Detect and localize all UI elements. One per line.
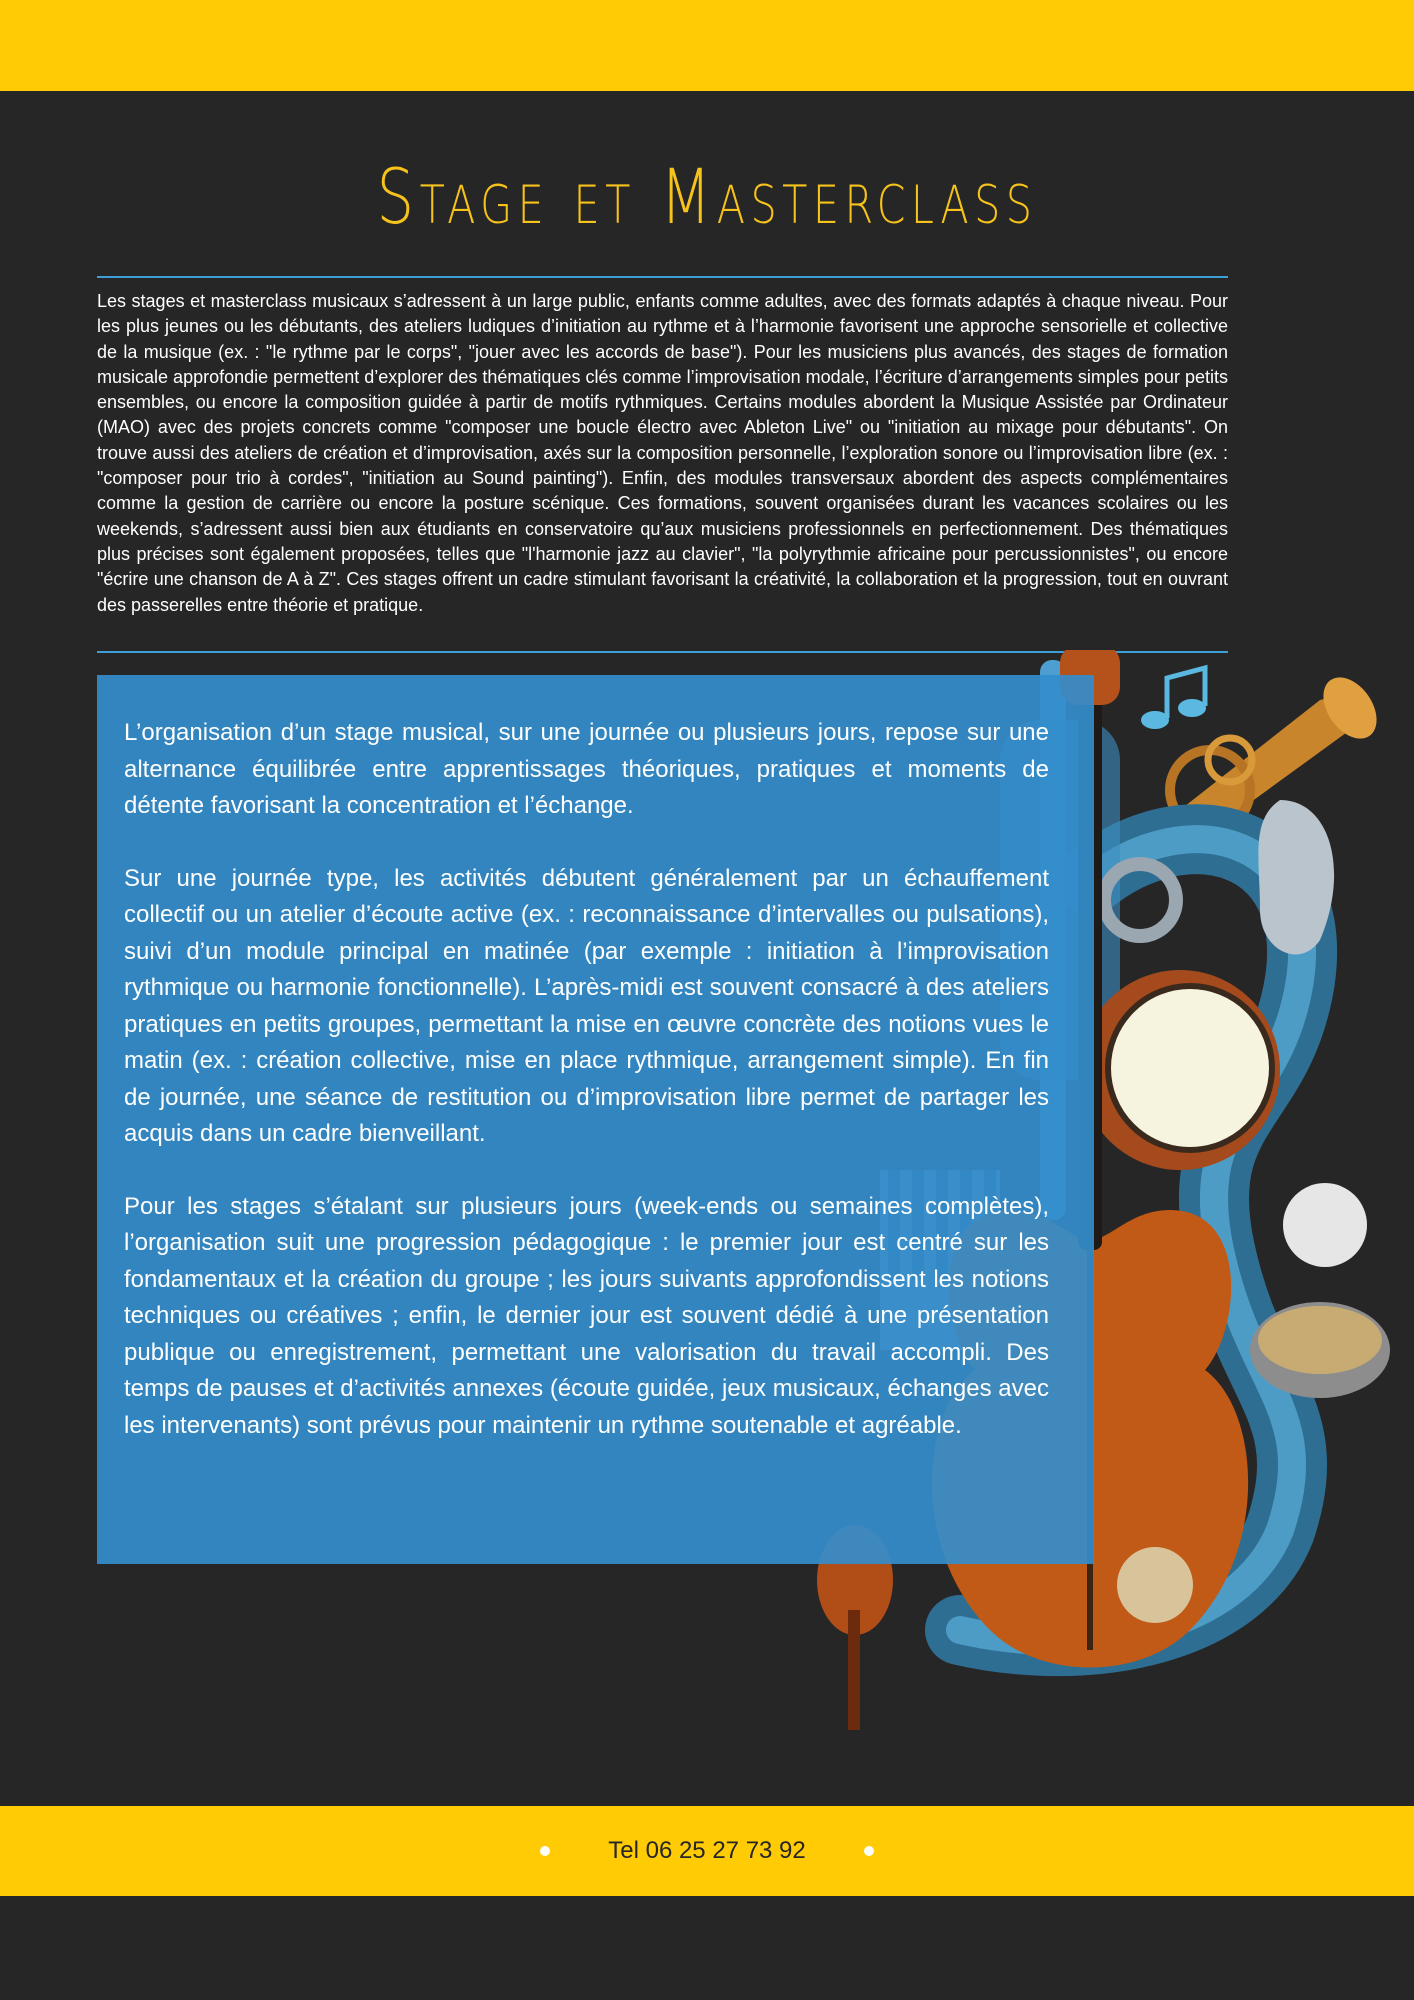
feather-shape xyxy=(1258,800,1334,954)
intro-paragraph: Les stages et masterclass musicaux s’adressent à un large public, enfants comme adultes, avec des formats adaptés à chaque niveau. Pour les plus jeunes ou les débutants, des ateliers ludiques d’initiation au rythme et à l’harmonie favorisent une approche sensorielle et collective de la musique (ex. : "le rythme par le corps", "jouer avec les accords de base"). Pour les musiciens plus avancés, des stages de formation musicale approfondie permettent d’explorer des thématiques clés comme l’improvisation modale, l’écriture d’arrangements simples pour petits ensembles, ou encore la composition guidée à partir de motifs rythmiques. Certains modules abordent la Musique Assistée par Ordinateur (MAO) avec des projets concrets comme "composer une boucle électro avec Ableton Live" ou "initiation au mixage pour débutants". On trouve aussi des ateliers de création et d’improvisation, axés sur la composition personnelle, l’exploration sonore ou l’improvisation libre (ex. : "composer pour trio à cordes", "initiation au Sound painting"). Enfin, des modules transversaux abordent des aspects complémentaires comme la gestion de carrière ou encore la posture scénique. Ces formations, souvent organisées durant les vacances scolaires ou les weekends, s’adressent aussi bien aux étudiants en conservatoire qu’aux musiciens professionnels en perfectionnement. Des thématiques plus précises sont également proposées, telles que "l'harmonie jazz au clavier", "la polyrythmie africaine pour percussionnistes", ou encore "écrire une chanson de A à Z". Ces stages offrent un cadre stimulant favorisant la créativité, la collaboration et la progression, tout en ouvrant des passerelles entre théorie et pratique. xyxy=(97,291,1228,615)
phone-number[interactable]: Tel 06 25 27 73 92 xyxy=(608,1837,806,1864)
organisation-paragraph-1: L’organisation d’un stage musical, sur une journée ou plusieurs jours, repose sur une alternance équilibrée entre apprentissages théoriques, pratiques et moments de détente favorisant la concentration et l’échange. xyxy=(124,719,1049,819)
top-divider xyxy=(97,276,1228,278)
bullet-dot-icon xyxy=(864,1846,874,1856)
organisation-box xyxy=(97,675,1094,1564)
drum-icon xyxy=(1080,970,1280,1170)
page-title: Stage et Masterclass xyxy=(376,152,1038,241)
snare-drum-icon xyxy=(1250,1302,1390,1398)
organisation-paragraph-2: Sur une journée type, les activités débutent généralement par un échauffement collectif ou un atelier d’écoute active (ex. : reconnaissance d’intervalles ou pulsations), suivi d’un module principal en matinée (par exemple : initiation à l’improvisation rythmique ou harmonie fonctionnelle). L’après-midi est souvent consacré à des ateliers pratiques en petits groupes, permettant la mise en œuvre concrète des notions vues le matin (ex. : création collective, mise en place rythmique, arrangement simple). En fin de journée, une séance de restitution ou d’improvisation libre permet de partager les acquis dans un cadre bienveillant. xyxy=(124,864,1049,1147)
white-pompom xyxy=(1283,1183,1367,1267)
maraca-icon xyxy=(1117,1547,1193,1623)
organisation-paragraph-3: Pour les stages s’étalant sur plusieurs jours (week-ends ou semaines complètes), l’organisation suit une progression pédagogique : le premier jour est centré sur les fondamentaux et la création du groupe ; les jours suivants approfondissent les notions techniques ou créatives ; enfin, le dernier jour est souvent dédié à une présentation publique ou enregistrement, permettant une valorisation du travail accompli. Des temps de pauses et d’activités annexes (écoute guidée, jeux musicaux, échanges avec les intervenants) sont prévus pour maintenir un rythme soutenable et agréable. xyxy=(124,1192,1049,1439)
bullet-dot-icon xyxy=(540,1846,550,1856)
top-yellow-band xyxy=(0,0,1414,91)
music-note-icon xyxy=(1141,668,1206,729)
footer-contact xyxy=(0,1806,1414,1896)
footer-band xyxy=(0,1806,1414,1896)
